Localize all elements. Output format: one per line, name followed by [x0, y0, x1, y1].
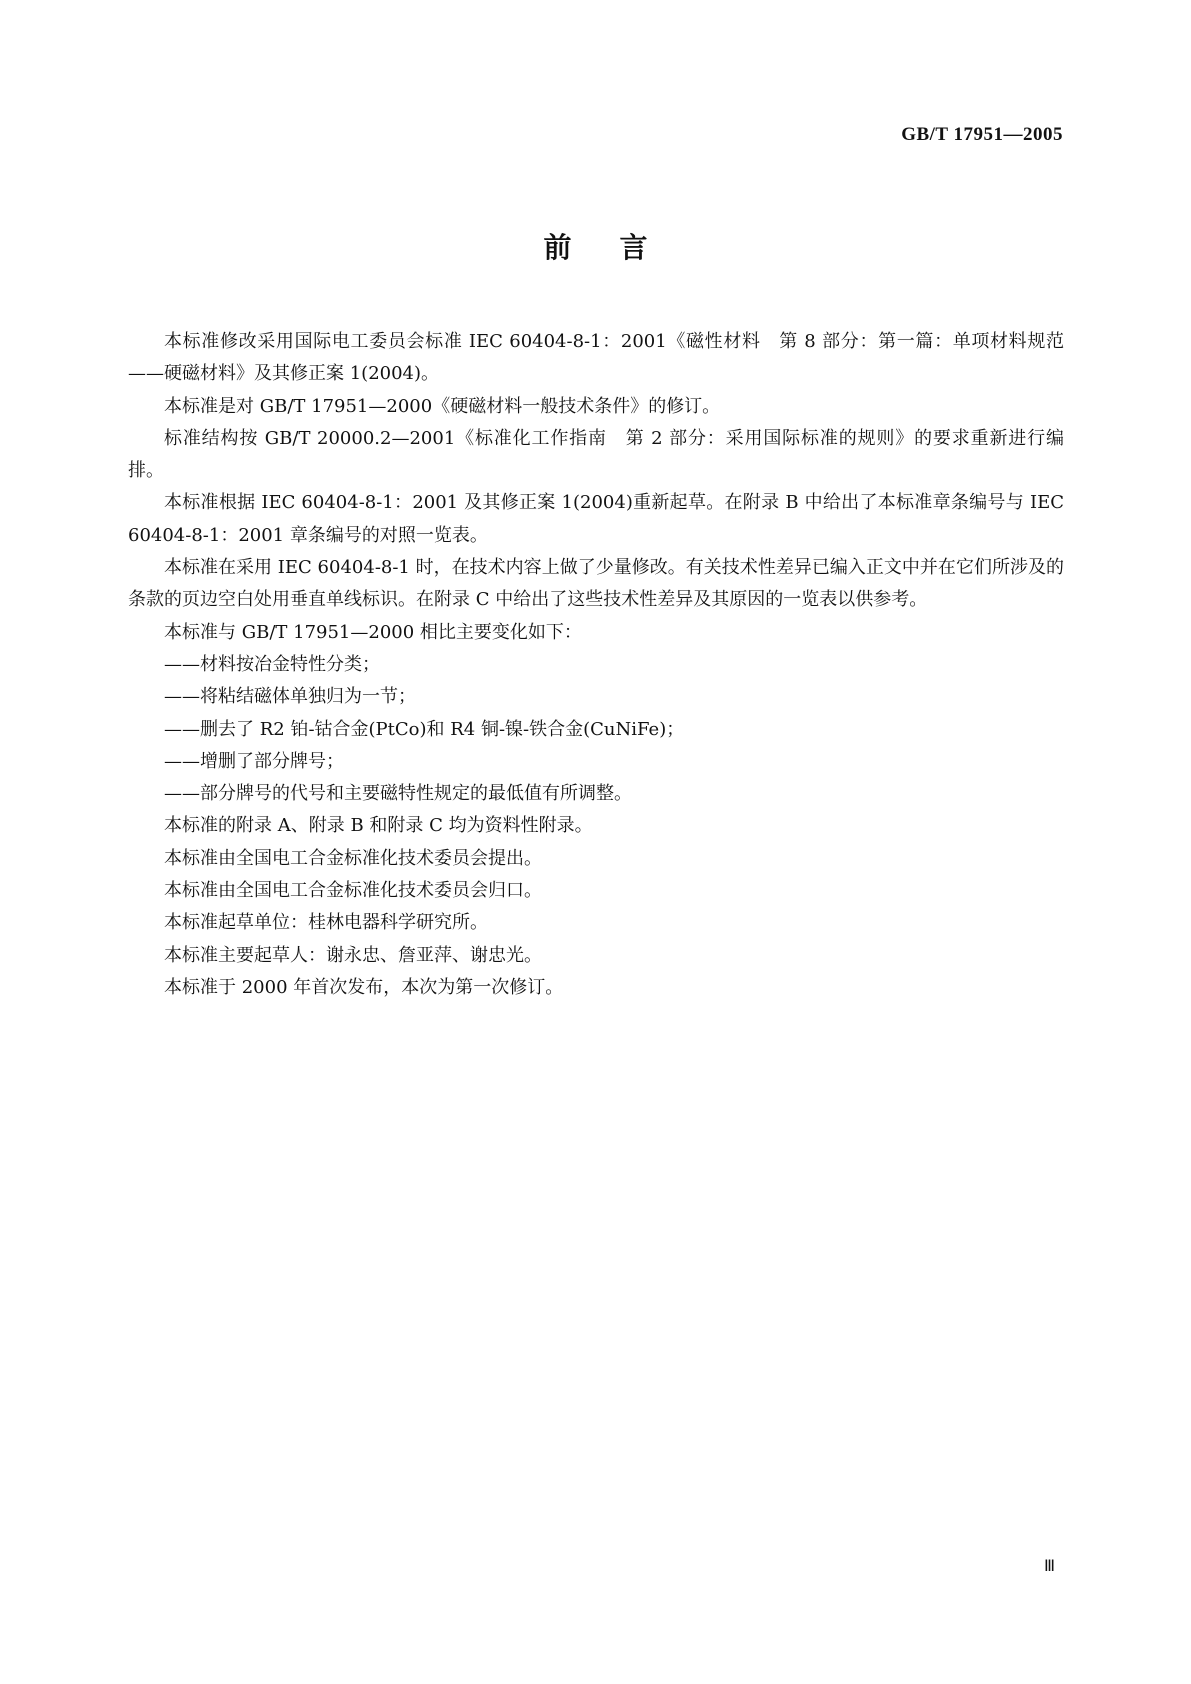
foreword-body — [128, 326, 1064, 1004]
paragraph: 本标准由全国电工合金标准化技术委员会提出。 — [164, 847, 542, 869]
paragraph: 本标准修改采用国际电工委员会标准 IEC 60404-8-1：2001《磁性材料 第 8 部分：第一篇：单项材料规范——硬磁材料》及其修正案 1(2004)。 — [128, 331, 1064, 385]
list-item: ——部分牌号的代号和主要磁特性规定的最低值有所调整。 — [164, 783, 632, 805]
list-item: ——将粘结磁体单独归为一节； — [164, 686, 416, 708]
paragraph: 本标准根据 IEC 60404-8-1：2001 及其修正案 1(2004)重新起草。在附录 B 中给出了本标准章条编号与 IEC 60404-8-1：2001 章条编号的对照一览表。 — [128, 492, 1064, 546]
page-number: Ⅲ — [1043, 1558, 1054, 1575]
paragraph: 本标准与 GB/T 17951—2000 相比主要变化如下： — [164, 621, 582, 643]
list-item: ——增删了部分牌号； — [164, 750, 344, 772]
paragraph: 本标准于 2000 年首次发布，本次为第一次修订。 — [164, 976, 564, 998]
list-item: ——删去了 R2 铂-钴合金(PtCo)和 R4 铜-镍-铁合金(CuNiFe)； — [164, 718, 685, 740]
paragraph: 标准结构按 GB/T 20000.2—2001《标准化工作指南 第 2 部分：采用国际标准的规则》的要求重新进行编排。 — [128, 427, 1064, 482]
list-item: ——材料按冶金特性分类； — [164, 653, 380, 675]
paragraph: 本标准由全国电工合金标准化技术委员会归口。 — [164, 880, 542, 902]
paragraph: 本标准起草单位：桂林电器科学研究所。 — [164, 912, 488, 934]
paragraph: 本标准在采用 IEC 60404-8-1 时，在技术内容上做了少量修改。有关技术性差异已编入正文中并在它们所涉及的条款的页边空白处用垂直单线标识。在附录 C 中给出了这些技术性差异及其原因的一览表以供参考。 — [128, 557, 1064, 611]
paragraph: 本标准主要起草人：谢永忠、詹亚萍、谢忠光。 — [164, 944, 542, 966]
page-title: 前言 — [543, 231, 696, 264]
standard-code: GB/T 17951—2005 — [901, 124, 1063, 145]
paragraph: 本标准的附录 A、附录 B 和附录 C 均为资料性附录。 — [164, 815, 593, 837]
paragraph: 本标准是对 GB/T 17951—2000《硬磁材料一般技术条件》的修订。 — [164, 395, 721, 417]
